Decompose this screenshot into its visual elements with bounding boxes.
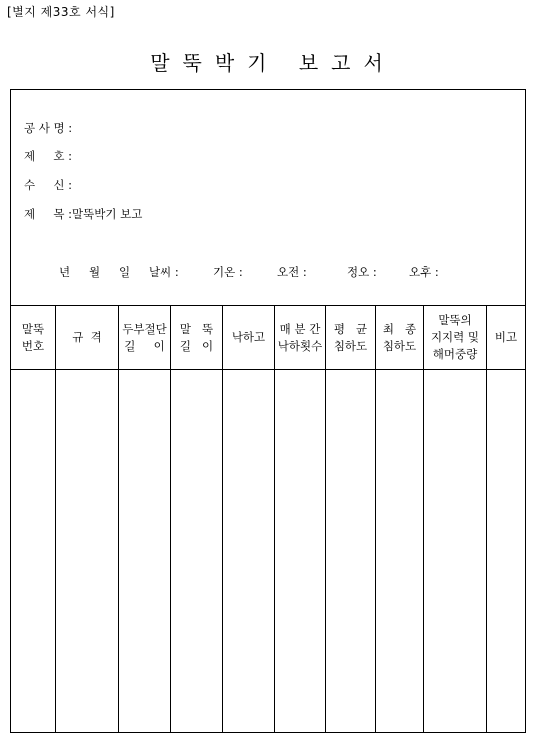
temperature-label: 기온 :: [213, 265, 243, 279]
header-drop-height: 낙하고: [231, 330, 266, 344]
date-year-label: 년: [59, 265, 71, 279]
date-day-label: 일: [119, 265, 131, 279]
header-pile-length: 말 뚝 길 이: [179, 321, 214, 353]
subject-field: [24, 206, 142, 222]
header-bearing-capacity: 말뚝의 지지력 및 해머중량: [430, 313, 480, 361]
column-divider: [222, 305, 223, 732]
morning-temperature-label: 오전 :: [277, 265, 307, 279]
column-divider: [423, 305, 424, 732]
project-name-field: [24, 120, 72, 136]
subject-value: 말뚝박기 보고: [72, 207, 143, 221]
header-pile-number: 말뚝 번호: [21, 321, 45, 353]
report-form: [10, 89, 526, 733]
project-name-label: 공 사 명 :: [24, 121, 73, 135]
table-header-divider: [11, 369, 525, 370]
column-divider: [375, 305, 376, 732]
form-number-label: [별지 제33호 서식]: [7, 5, 115, 19]
document-number-label: 제 호 :: [24, 149, 73, 163]
document-number-field: [24, 148, 72, 164]
recipient-label: 수 신 :: [24, 178, 73, 192]
header-specification: 규 격: [72, 330, 102, 344]
header-head-cut-length: 두부절단 길 이: [122, 321, 167, 353]
column-divider: [486, 305, 487, 732]
header-remarks: 비고: [494, 330, 518, 344]
column-divider: [170, 305, 171, 732]
header-average-settlement: 평 균 침하도: [333, 321, 368, 353]
page-title: 말뚝박기 보고서: [150, 51, 396, 75]
weather-label: 날씨 :: [149, 265, 179, 279]
header-blows-per-minute: 매 분 간 낙하횟수: [277, 321, 323, 353]
column-divider: [325, 305, 326, 732]
subject-label: 제 목 :: [24, 207, 73, 221]
header-final-settlement: 최 종 침하도: [382, 321, 417, 353]
recipient-field: [24, 177, 72, 193]
column-divider: [118, 305, 119, 732]
afternoon-temperature-label: 오후 :: [409, 265, 439, 279]
noon-temperature-label: 정오 :: [347, 265, 377, 279]
date-month-label: 월: [89, 265, 101, 279]
column-divider: [55, 305, 56, 732]
column-divider: [274, 305, 275, 732]
